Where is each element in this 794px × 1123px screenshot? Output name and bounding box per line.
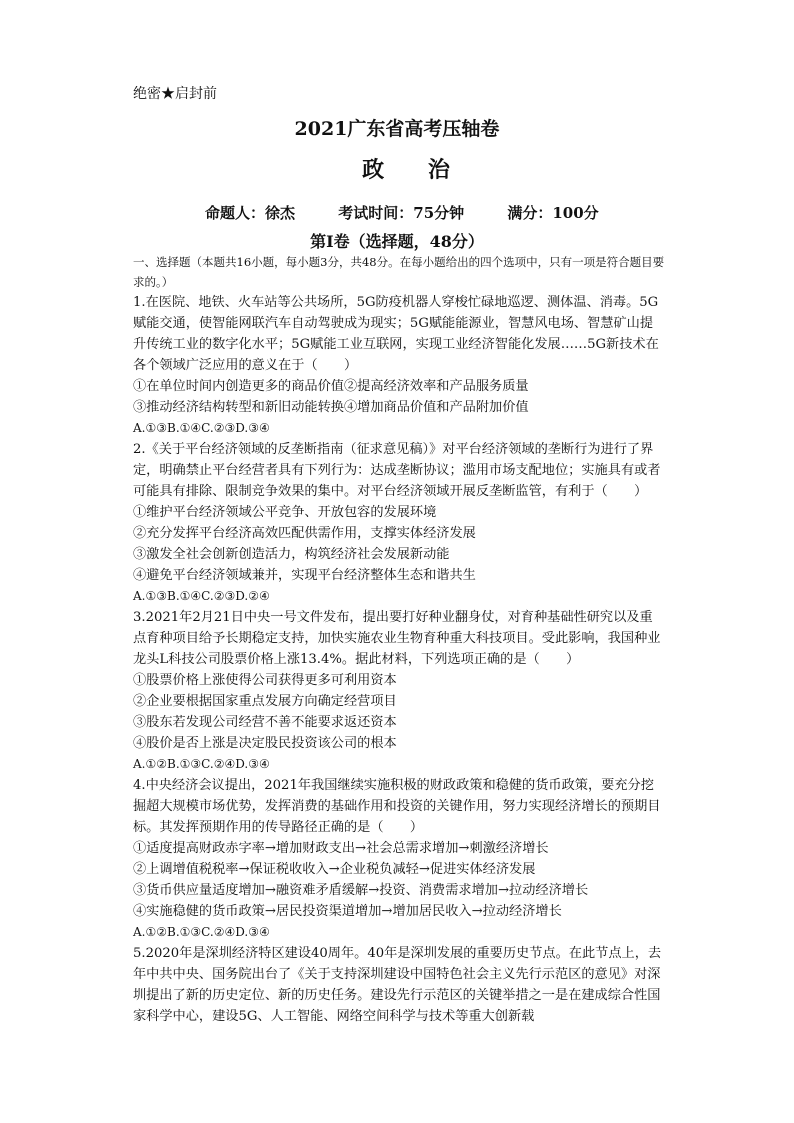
question-item: ①适度提高财政赤字率→增加财政支出→社会总需求增加→刺激经济增长 (133, 841, 549, 856)
question-item: ②上调增值税税率→保证税收收入→企业税负减轻→促进实体经济发展 (133, 862, 536, 877)
full-score: 满分：100分 (507, 204, 599, 222)
question-item: ②企业要根据国家重点发展方向确定经营项目 (133, 694, 397, 709)
question-item: ②充分发挥平台经济高效匹配供需作用，支撑实体经济发展 (133, 526, 476, 541)
question-item: ①在单位时间内创造更多的商品价值②提高经济效率和产品服务质量 (133, 379, 529, 394)
section-title: 第Ⅰ卷（选择题，48分） (310, 232, 484, 251)
question-item: ③股东若发现公司经营不善不能要求返还资本 (133, 715, 397, 730)
exam-time: 考试时间：75分钟 (338, 204, 465, 222)
question-item: ③货币供应量适度增加→融资难矛盾缓解→投资、消费需求增加→拉动经济增长 (133, 883, 589, 898)
question-setter: 命题人：徐杰 (205, 204, 296, 222)
question-stem: 1.在医院、地铁、火车站等公共场所，5G防疫机器人穿梭忙碌地巡逻、测体温、消毒。5G赋能交通，使智能网联汽车自动驾驶成为现实；5G赋能能源业，智慧风电场、智慧矿山提升传统工业的数字化水平；5G赋能工业互联网，实现工业经济智能化发展……5G新技术在各个领域广泛应用的意义在于（ ） (133, 295, 659, 373)
question-stem: 2.《关于平台经济领域的反垄断指南（征求意见稿）》对平台经济领域的垄断行为进行了界定，明确禁止平台经营者具有下列行为：达成垄断协议；滥用市场支配地位；实施具有或者可能具有排除、限制竞争效果的集中。对平台经济领域开展反垄断监管，有利于（ ） (133, 442, 661, 499)
question-2 (133, 439, 665, 607)
question-stem: 4.中央经济会议提出，2021年我国继续实施积极的财政政策和稳健的货币政策，要充分挖掘超大规模市场优势，发挥消费的基础作用和投资的关键作用，努力实现经济增长的预期目标。其发挥预期作用的传导路径正确的是（ ） (133, 778, 661, 835)
question-item: ①维护平台经济领域公平竞争、开放包容的发展环境 (133, 505, 437, 520)
question-5 (133, 943, 665, 1027)
question-item: ④股价是否上涨是决定股民投资该公司的根本 (133, 736, 397, 751)
answer-options: A.①③B.①④C.②③D.②④ (133, 589, 270, 603)
instructions: 一、选择题（本题共16小题，每小题3分，共48分。在每小题给出的四个选项中，只有一项是符合题目要求的。） (133, 255, 665, 289)
question-4 (133, 775, 665, 943)
question-item: ④避免平台经济领域兼并，实现平台经济整体生态和谐共生 (133, 568, 476, 583)
question-stem: 5.2020年是深圳经济特区建设40周年。40年是深圳发展的重要历史节点。在此节点上，去年中共中央、国务院出台了《关于支持深圳建设中国特色社会主义先行示范区的意见》对深圳提出了新的历史定位、新的历史任务。建设先行示范区的关键举措之一是在建成综合性国家科学中心，建设5G、人工智能、网络空间科学与技术等重大创新载 (133, 946, 662, 1024)
question-item: ①股票价格上涨使得公司获得更多可利用资本 (133, 673, 397, 688)
answer-options: A.①②B.①③C.②④D.③④ (133, 925, 270, 939)
question-1 (133, 292, 665, 439)
exam-meta (205, 202, 637, 223)
question-3 (133, 607, 665, 775)
confidential-mark: 绝密★启封前 (133, 86, 217, 102)
question-stem: 3.2021年2月21日中央一号文件发布，提出要打好种业翻身仗，对育种基础性研究以及重点育种项目给予长期稳定支持，加快实施农业生物育种重大科技项目。受此影响，我国种业龙头L科技公司股票价格上涨13.4%。据此材料，下列选项正确的是（ ） (133, 610, 661, 667)
exam-title: 2021广东省高考压轴卷 (294, 118, 500, 140)
answer-options: A.①③B.①④C.②③D.③④ (133, 421, 270, 435)
question-item: ④实施稳健的货币政策→居民投资渠道增加→增加居民收入→拉动经济增长 (133, 904, 562, 919)
question-item: ③激发全社会创新创造活力，构筑经济社会发展新动能 (133, 547, 450, 562)
answer-options: A.①②B.①③C.②④D.③④ (133, 757, 270, 771)
question-item: ③推动经济结构转型和新旧动能转换④增加商品价值和产品附加价值 (133, 400, 529, 415)
subject-title: 政 治 (362, 157, 468, 183)
question-body (133, 252, 665, 1027)
